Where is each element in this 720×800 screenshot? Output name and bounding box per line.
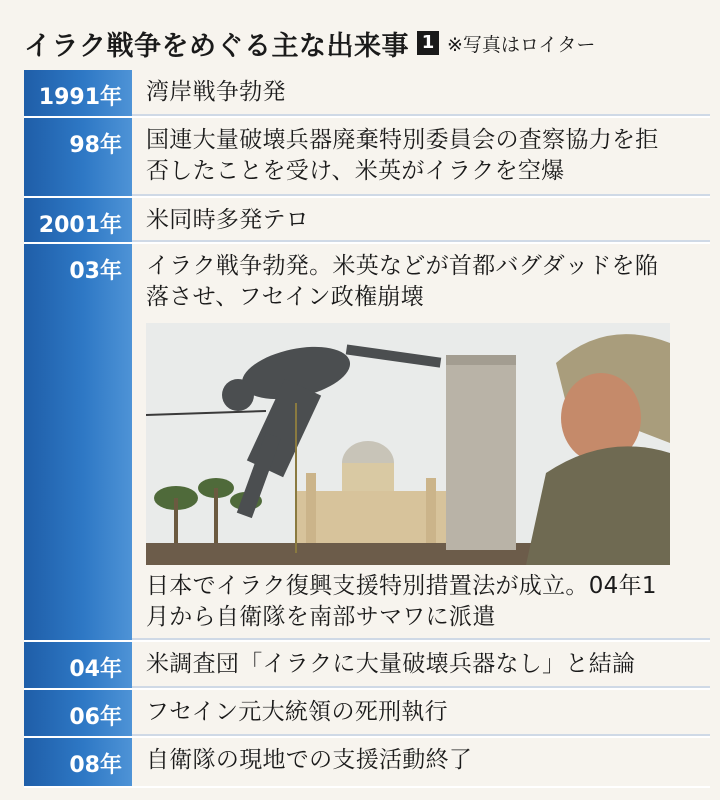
timeline-event: 日本でイラク復興支援特別措置法が成立。04年1月から自衛隊を南部サマワに派遣: [146, 573, 657, 630]
page-title: イラク戦争をめぐる主な出来事: [24, 30, 409, 62]
timeline-year: 03年: [24, 244, 132, 640]
timeline-event: イラク戦争勃発。米英などが首都バグダッドを陥落させ、フセイン政権崩壊: [146, 253, 659, 310]
figure-number-badge: 1: [417, 31, 439, 55]
timeline-event: 国連大量破壊兵器廃棄特別委員会の査察協力を拒否したことを受け、米英がイラクを空爆: [146, 127, 659, 184]
timeline-row: [24, 118, 710, 198]
timeline-event: 湾岸戦争勃発: [146, 79, 286, 105]
timeline-year: 06年: [24, 690, 132, 736]
timeline-year: 04年: [24, 642, 132, 688]
timeline-event: 米調査団「イラクに大量破壊兵器なし」と結論: [146, 651, 636, 677]
timeline-year: 1991年: [24, 70, 132, 116]
timeline-row: [24, 690, 710, 738]
timeline-row: [24, 198, 710, 244]
header: [24, 18, 710, 68]
timeline-event: 米同時多発テロ: [146, 207, 310, 233]
timeline-row: [24, 738, 710, 788]
timeline-year: 08年: [24, 738, 132, 786]
photo-credit-note: ※写真はロイター: [447, 33, 596, 56]
timeline-row: [24, 70, 710, 118]
statue-toppling-photo: [146, 323, 670, 565]
timeline-table: [24, 70, 710, 788]
timeline-event: フセイン元大統領の死刑執行: [146, 699, 448, 725]
timeline-row: [24, 642, 710, 690]
timeline-event: 自衛隊の現地での支援活動終了: [146, 747, 473, 773]
timeline-row: [24, 244, 710, 642]
timeline-year: 2001年: [24, 198, 132, 242]
timeline-year: 98年: [24, 118, 132, 196]
